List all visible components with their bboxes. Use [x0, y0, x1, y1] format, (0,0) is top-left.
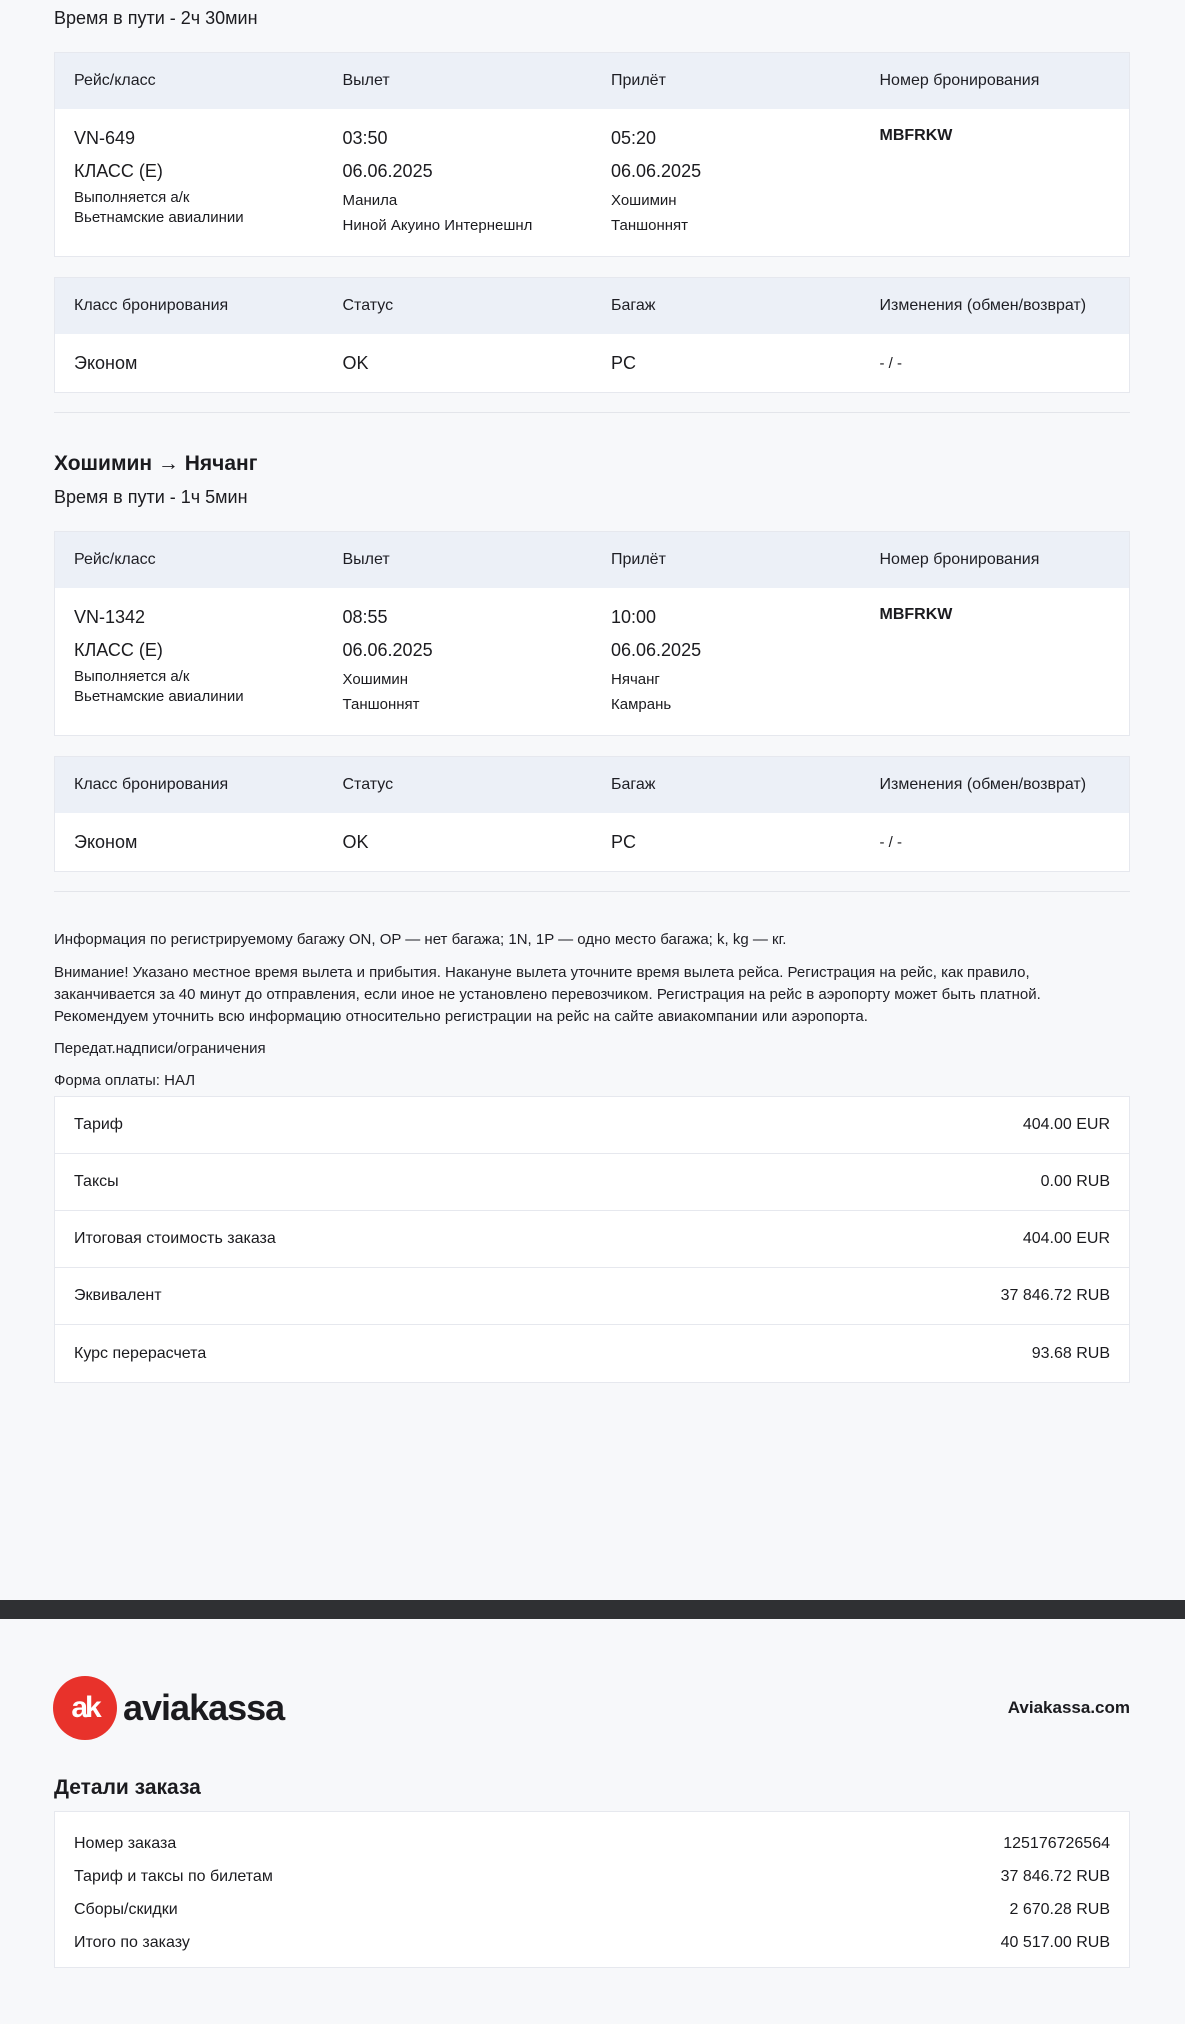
changes-value: - / - — [879, 833, 902, 851]
departure-date: 06.06.2025 — [342, 640, 433, 660]
order-details-title: Детали заказа — [54, 1776, 201, 1799]
price-label: Итоговая стоимость заказа — [74, 1230, 276, 1247]
departure-cell — [324, 127, 593, 256]
flight-cell — [55, 606, 324, 735]
header-booking-class: Класс бронирования — [74, 776, 229, 793]
price-row-tariff — [55, 1097, 1129, 1154]
baggage-value: PC — [611, 831, 637, 852]
header-flight-class: Рейс/класс — [74, 551, 156, 568]
header-changes: Изменения (обмен/возврат) — [879, 297, 1087, 314]
warning-note: Внимание! Указано местное время вылета и прибытия. Накануне вылета уточните время вылета рейса. Регистрация на рейс, как правило, заканчивается за 40 минут до отправления, если иное не установлено перевозчиком. Регистрация на рейс в аэропорту может быть платной. Рекомендуем уточнить всю информацию относительно регистрации на рейс на сайте авиакомпании или аэропорта. — [54, 964, 1041, 1025]
arrival-city: Нячанг — [611, 671, 660, 688]
flight-table-row — [55, 109, 1129, 256]
segment-1-flight-table — [54, 52, 1130, 257]
operated-by-line-2: Вьетнамские авиалинии — [74, 209, 244, 226]
order-value: 37 846.72 RUB — [1000, 1867, 1110, 1885]
booking-class-value: Эконом — [74, 831, 138, 852]
header-arrival: Прилёт — [611, 72, 666, 89]
arrival-cell — [592, 606, 861, 735]
departure-cell — [324, 606, 593, 735]
operated-by-line-1: Выполняется а/к — [74, 668, 190, 685]
header-booking-number: Номер бронирования — [879, 72, 1040, 89]
class-table-header — [55, 757, 1129, 813]
header-departure: Вылет — [342, 72, 390, 89]
departure-city: Хошимин — [342, 671, 409, 688]
departure-airport: Ниной Акуино Интернешнл — [342, 217, 533, 234]
departure-date: 06.06.2025 — [342, 161, 433, 181]
header-status: Статус — [342, 776, 394, 793]
price-label: Эквивалент — [74, 1287, 162, 1304]
arrival-date: 06.06.2025 — [611, 640, 702, 660]
arrival-airport: Камрань — [611, 696, 672, 713]
price-value: 37 846.72 RUB — [1000, 1287, 1110, 1304]
header-booking-class: Класс бронирования — [74, 297, 229, 314]
departure-time: 03:50 — [342, 128, 388, 148]
flight-class: КЛАСС (E) — [74, 161, 163, 181]
booking-cell — [861, 606, 1130, 735]
class-table-row — [55, 813, 1129, 871]
order-label: Итого по заказу — [74, 1933, 190, 1951]
changes-value: - / - — [879, 354, 902, 372]
header-changes: Изменения (обмен/возврат) — [879, 776, 1087, 793]
segment-1-class-table — [54, 277, 1130, 393]
arrival-time: 10:00 — [611, 607, 657, 627]
logo-mark-icon: ak — [53, 1676, 117, 1740]
price-value: 93.68 RUB — [1031, 1344, 1110, 1362]
price-value: 404.00 EUR — [1022, 1116, 1110, 1133]
class-table-header — [55, 278, 1129, 334]
header-booking-number: Номер бронирования — [879, 551, 1040, 568]
order-label: Номер заказа — [74, 1834, 177, 1852]
price-row-total — [55, 1211, 1129, 1268]
baggage-value: PC — [611, 352, 637, 373]
arrival-time: 05:20 — [611, 128, 657, 148]
header-baggage: Багаж — [611, 297, 656, 314]
booking-number: MBFRKW — [879, 606, 953, 623]
price-value: 404.00 EUR — [1022, 1230, 1110, 1247]
order-row-ticket-fare — [55, 1860, 1129, 1893]
status-value: OK — [342, 831, 369, 852]
arrival-airport: Таншоннят — [611, 217, 689, 234]
site-link[interactable]: Aviakassa.com — [1007, 1698, 1130, 1717]
aviakassa-logo — [53, 1676, 284, 1740]
segment-2-flight-table — [54, 531, 1130, 736]
flight-table-header — [55, 532, 1129, 588]
order-label: Тариф и таксы по билетам — [74, 1867, 273, 1885]
order-details-table — [54, 1811, 1130, 1968]
departure-airport: Таншоннят — [342, 696, 420, 713]
logo-text: aviakassa — [123, 1687, 285, 1728]
flight-cell — [55, 127, 324, 256]
booking-number: MBFRKW — [879, 127, 953, 144]
segment-1-duration: Время в пути - 2ч 30мин — [54, 8, 258, 28]
order-row-fees — [55, 1893, 1129, 1926]
header-flight-class: Рейс/класс — [74, 72, 156, 89]
order-label: Сборы/скидки — [74, 1900, 178, 1918]
flight-number: VN-1342 — [74, 607, 146, 627]
flight-table-header — [55, 53, 1129, 109]
restrictions-note: Передат.надписи/ограничения — [54, 1040, 266, 1057]
price-table — [54, 1096, 1130, 1383]
price-value: 0.00 RUB — [1040, 1173, 1110, 1190]
order-row-total — [55, 1926, 1129, 1959]
booking-class-value: Эконом — [74, 352, 138, 373]
arrival-city: Хошимин — [611, 192, 677, 209]
segment-2-route: Хошимин → Нячанг — [54, 452, 258, 475]
order-value: 2 670.28 RUB — [1009, 1900, 1110, 1918]
status-value: OK — [342, 352, 369, 373]
header-arrival: Прилёт — [611, 551, 666, 568]
segment-2-class-table — [54, 756, 1130, 872]
departure-time: 08:55 — [342, 607, 388, 627]
price-row-equivalent — [55, 1268, 1129, 1325]
operated-by-line-2: Вьетнамские авиалинии — [74, 688, 244, 705]
segment-2-duration: Время в пути - 1ч 5мин — [54, 487, 248, 507]
booking-cell — [861, 127, 1130, 256]
payment-form: Форма оплаты: НАЛ — [54, 1072, 196, 1089]
order-value: 125176726564 — [1003, 1834, 1110, 1852]
price-row-exchange-rate — [55, 1325, 1129, 1382]
arrival-cell — [592, 127, 861, 256]
operated-by-line-1: Выполняется а/к — [74, 189, 190, 206]
flight-number: VN-649 — [74, 128, 136, 148]
class-table-row — [55, 334, 1129, 392]
price-label: Курс перерасчета — [74, 1344, 207, 1362]
page-break-bar — [0, 1600, 1185, 1619]
price-label: Тариф — [74, 1116, 123, 1133]
flight-class: КЛАСС (E) — [74, 640, 163, 660]
arrival-date: 06.06.2025 — [611, 161, 702, 181]
header-status: Статус — [342, 297, 394, 314]
divider — [54, 412, 1130, 413]
departure-city: Манила — [342, 192, 398, 209]
order-row-number — [55, 1827, 1129, 1860]
price-row-taxes — [55, 1154, 1129, 1211]
header-departure: Вылет — [342, 551, 390, 568]
order-value: 40 517.00 RUB — [1000, 1933, 1110, 1951]
header-baggage: Багаж — [611, 776, 656, 793]
notes-section — [54, 929, 1130, 1092]
divider — [54, 891, 1130, 892]
baggage-info-note: Информация по регистрируемому багажу ON, OP — нет багажа; 1N, 1P — одно место багажа; k, kg — кг. — [54, 931, 787, 948]
price-label: Таксы — [74, 1173, 119, 1190]
flight-table-row — [55, 588, 1129, 735]
